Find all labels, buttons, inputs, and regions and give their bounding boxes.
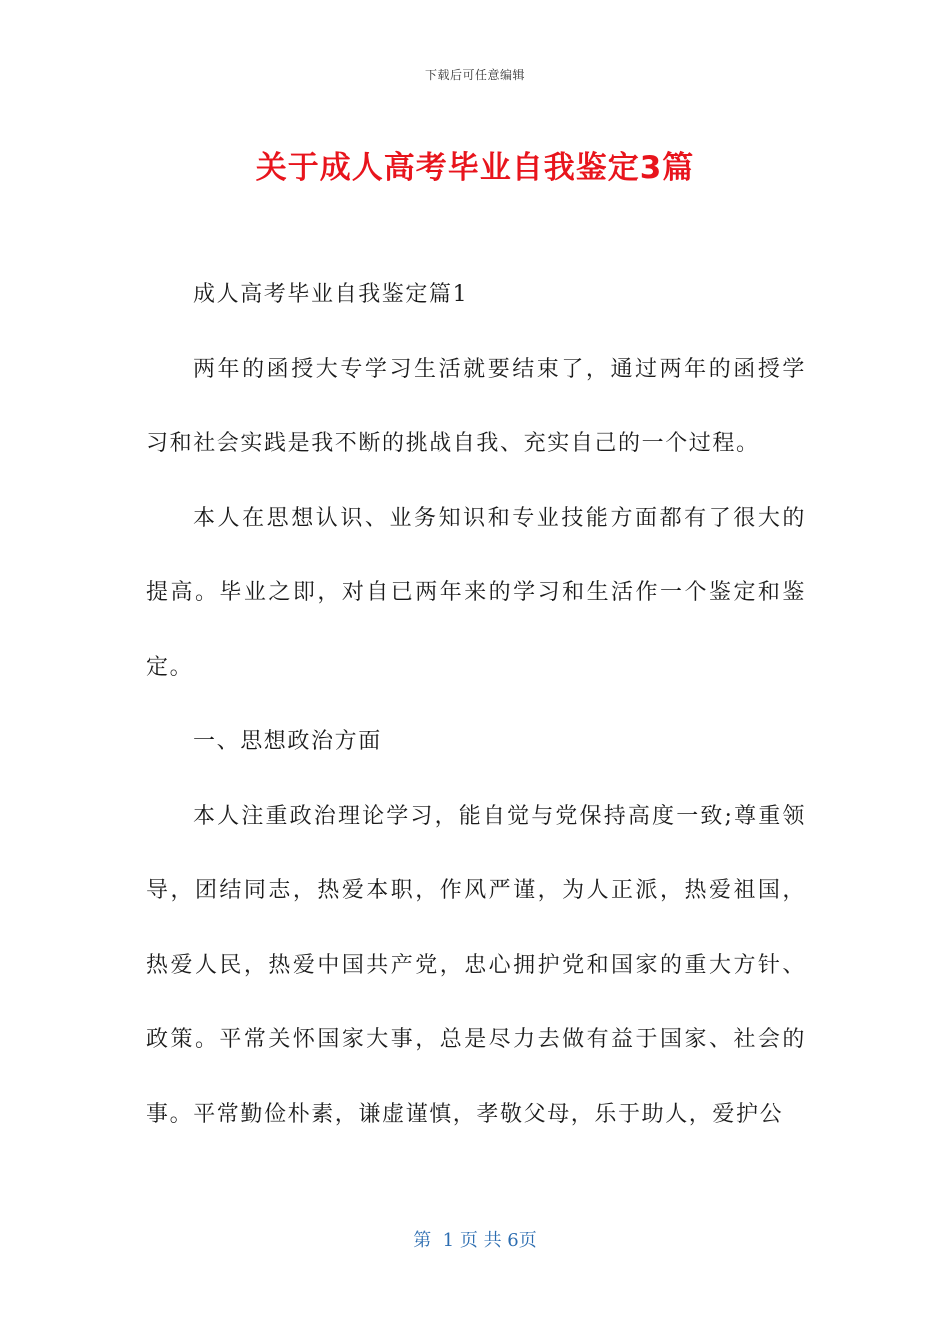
subsection-heading: 一、思想政治方面 — [193, 729, 382, 754]
document-body — [146, 258, 806, 1152]
body-paragraph: 本人注重政治理论学习，能自觉与党保持高度一致;尊重领导，团结同志，热爱本职，作风严谨，为人正派，热爱祖国，热爱人民，热爱中国共产党，忠心拥护党和国家的重大方针、政策。平常关怀国家大事，总是尽力去做有益于国家、社会的事。平常勤俭朴素，谦虚谨慎，孝敬父母，乐于助人，爱护公 — [146, 803, 806, 1127]
body-paragraph: 本人在思想认识、业务知识和专业技能方面都有了很大的提高。毕业之即，对自已两年来的学习和生活作一个鉴定和鉴定。 — [146, 505, 806, 680]
section-heading-part-1: 成人高考毕业自我鉴定篇1 — [193, 282, 469, 307]
page-header-note: 下载后可任意编辑 — [424, 68, 525, 82]
body-paragraph: 两年的函授大专学习生活就要结束了，通过两年的函授学习和社会实践是我不断的挑战自我、充实自己的一个过程。 — [146, 356, 806, 456]
document-title: 关于成人高考毕业自我鉴定3篇 — [255, 150, 695, 186]
page-number: 第 1 页 共 6页 — [413, 1230, 537, 1251]
